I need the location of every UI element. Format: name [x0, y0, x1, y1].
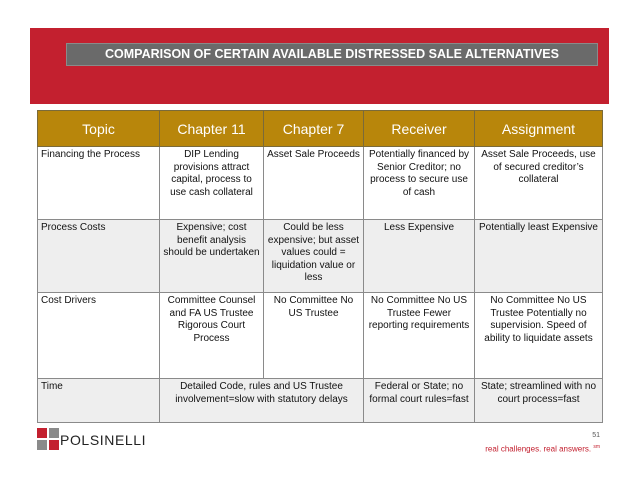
cell-assignment: State; streamlined with no court process=fast — [475, 379, 603, 423]
cell-chapter-11: Committee Counsel and FA US Trustee Rigorous Court Process — [160, 293, 264, 379]
page-number: 51 — [592, 432, 600, 439]
cell-receiver: Potentially financed by Senior Creditor; no process to secure use of cash — [364, 147, 475, 220]
page-title: COMPARISON OF CERTAIN AVAILABLE DISTRESSED SALE ALTERNATIVES — [105, 47, 559, 61]
table-row — [38, 147, 603, 220]
service-mark: sm — [593, 444, 600, 450]
table-row — [38, 379, 603, 423]
comparison-table — [37, 110, 603, 423]
header-receiver: Receiver — [364, 111, 475, 147]
brand-name: POLSINELLI — [60, 432, 147, 448]
cell-topic: Process Costs — [38, 220, 160, 293]
cell-chapter-11: Expensive; cost benefit analysis should be undertaken — [160, 220, 264, 293]
tagline — [485, 444, 600, 454]
header-chapter-11: Chapter 11 — [160, 111, 264, 147]
cell-receiver: Less Expensive — [364, 220, 475, 293]
cell-assignment: No Committee No US Trustee Potentially no supervision. Speed of ability to liquidate assets — [475, 293, 603, 379]
cell-topic: Time — [38, 379, 160, 423]
table-row — [38, 220, 603, 293]
cell-topic: Financing the Process — [38, 147, 160, 220]
table-row — [38, 293, 603, 379]
cell-chapter-11-and-7: Detailed Code, rules and US Trustee involvement=slow with statutory delays — [160, 379, 364, 423]
header-chapter-7: Chapter 7 — [264, 111, 364, 147]
cell-assignment: Asset Sale Proceeds, use of secured creditor’s collateral — [475, 147, 603, 220]
cell-assignment: Potentially least Expensive — [475, 220, 603, 293]
cell-topic: Cost Drivers — [38, 293, 160, 379]
cell-chapter-7: No Committee No US Trustee — [264, 293, 364, 379]
cell-chapter-7: Could be less expensive; but asset values could = liquidation value or less — [264, 220, 364, 293]
polsinelli-logo-icon — [37, 428, 61, 450]
cell-receiver: Federal or State; no formal court rules=fast — [364, 379, 475, 423]
cell-chapter-11: DIP Lending provisions attract capital, process to use cash collateral — [160, 147, 264, 220]
cell-receiver: No Committee No US Trustee Fewer reporting requirements — [364, 293, 475, 379]
tagline-text: real challenges. real answers. — [485, 444, 592, 454]
table-header-row — [38, 111, 603, 147]
header-assignment: Assignment — [475, 111, 603, 147]
title-banner — [30, 28, 609, 104]
cell-chapter-7: Asset Sale Proceeds — [264, 147, 364, 220]
header-topic: Topic — [38, 111, 160, 147]
